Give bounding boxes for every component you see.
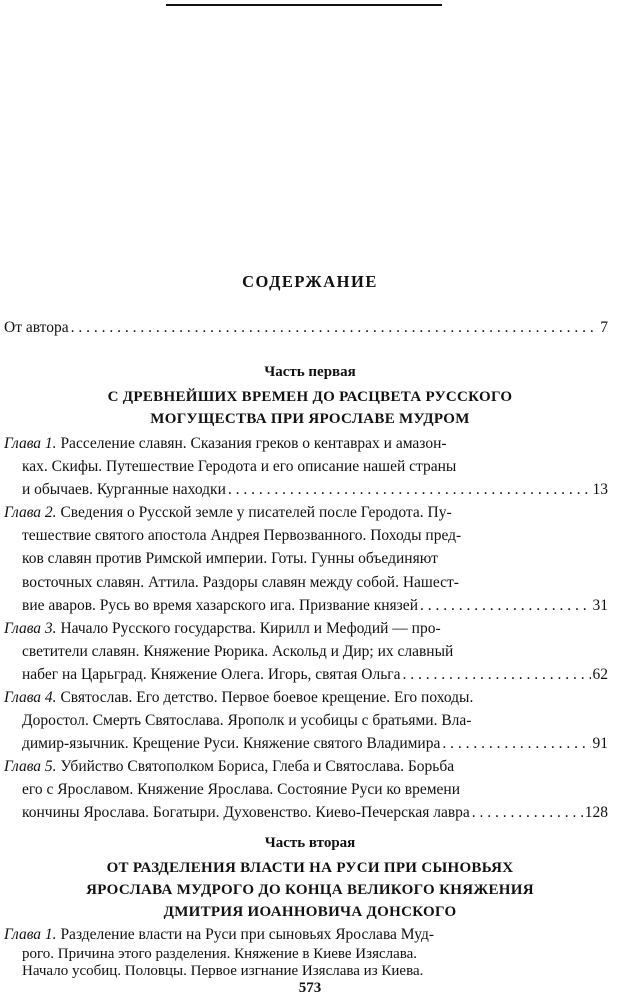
toc-entry-intro [4,316,608,339]
toc-page-number: 31 [592,596,608,614]
toc-page-number: 62 [592,666,608,684]
chapter-label: Глава 4. [4,689,57,706]
leader-dots [442,732,590,755]
leader-dots [403,663,591,686]
top-rule [166,4,442,6]
chapter-label: Глава 1. [4,435,57,452]
leader-dots [472,801,583,824]
part1-label: Часть первая [264,364,356,380]
chapter-label: Глава 3. [4,620,57,637]
part1-chapter-2: Глава 2. Сведения о Русской земле у писателей после Геродота. Пу- тешествие святого апостола Андрея Первозванного. Походы пред- ков славян против Римской империи. Готы. Гунны объединяют восточных славян. Аттила. Раздоры славян между собой. Нашест- вие аваров. Русь во время хазарского ига. Призвание князей . . . 31 [4,501,608,617]
part2-chapter-1: Глава 1. Разделение власти на Руси при сыновьях Ярослава Муд- [4,926,435,943]
toc-entry-label: От автора [4,319,69,336]
leader-dots [71,316,599,339]
page-title: СОДЕРЖАНИЕ [242,272,378,291]
part2-title-line: ЯРОСЛАВА МУДРОГО ДО КОНЦА ВЕЛИКОГО КНЯЖЕНИЯ [86,882,534,898]
leader-dots [228,478,591,501]
part2-title [0,857,620,923]
toc-page-number: 7 [600,319,608,336]
part2-chapter-1-cont: рого. Причина этого разделения. Княжение в Киеве Изяслава. Начало усобиц. Половцы. Первое изгнание Изяслава из Киева. [4,946,608,980]
part1-title-line: МОГУЩЕСТВА ПРИ ЯРОСЛАВЕ МУДРОМ [150,411,470,427]
leader-dots [420,594,591,617]
part1-title-line: С ДРЕВНЕЙШИХ ВРЕМЕН ДО РАСЦВЕТА РУССКОГО [107,389,513,405]
part1-chapter-5: Глава 5. Убийство Святополком Бориса, Глеба и Святослава. Борьба его с Ярославом. Княжение Ярослава. Состояние Руси ко времени кончины Ярослава. Богатыри. Духовенство. Киево-Печерская лавра . . . 128 [4,755,608,825]
part2-title-line: ОТ РАЗДЕЛЕНИЯ ВЛАСТИ НА РУСИ ПРИ СЫНОВЬЯХ [106,860,514,876]
chapter-label: Глава 5. [4,758,57,775]
chapter-text-line: Начало усобиц. Половцы. Первое изгнание Изяслава из Киева. [22,963,424,979]
part1-title [0,386,620,430]
chapter-label: Глава 1. [4,926,57,943]
toc-page-number: 128 [584,804,608,822]
part1-chapter-3: Глава 3. Начало Русского государства. Кирилл и Мефодий — про- светители славян. Княжение Рюрика. Аскольд и Дир; их славный набег на Царьград. Княжение Олега. Игорь, святая Ольга . . . 62 [4,617,608,687]
part2-title-line: ДМИТРИЯ ИОАННОВИЧА ДОНСКОГО [163,904,457,920]
part1-chapter-4: Глава 4. Святослав. Его детство. Первое боевое крещение. Его походы. Доростол. Смерть Святослава. Ярополк и усобицы с братьями. Вла- димир-язычник. Крещение Руси. Княжение святого Владимира . . . 91 [4,686,608,756]
chapter-label: Глава 2. [4,504,57,521]
part1-chapter-1: Глава 1. Расселение славян. Сказания греков о кентаврах и амазон- ках. Скифы. Путешествие Геродота и его описание нашей страны и обычаев. Курганные находки . . . 13 [4,432,608,502]
toc-page-number: 91 [592,735,608,753]
page-number: 573 [298,980,322,996]
part2-label: Часть вторая [264,835,356,851]
toc-page-number: 13 [592,481,608,499]
